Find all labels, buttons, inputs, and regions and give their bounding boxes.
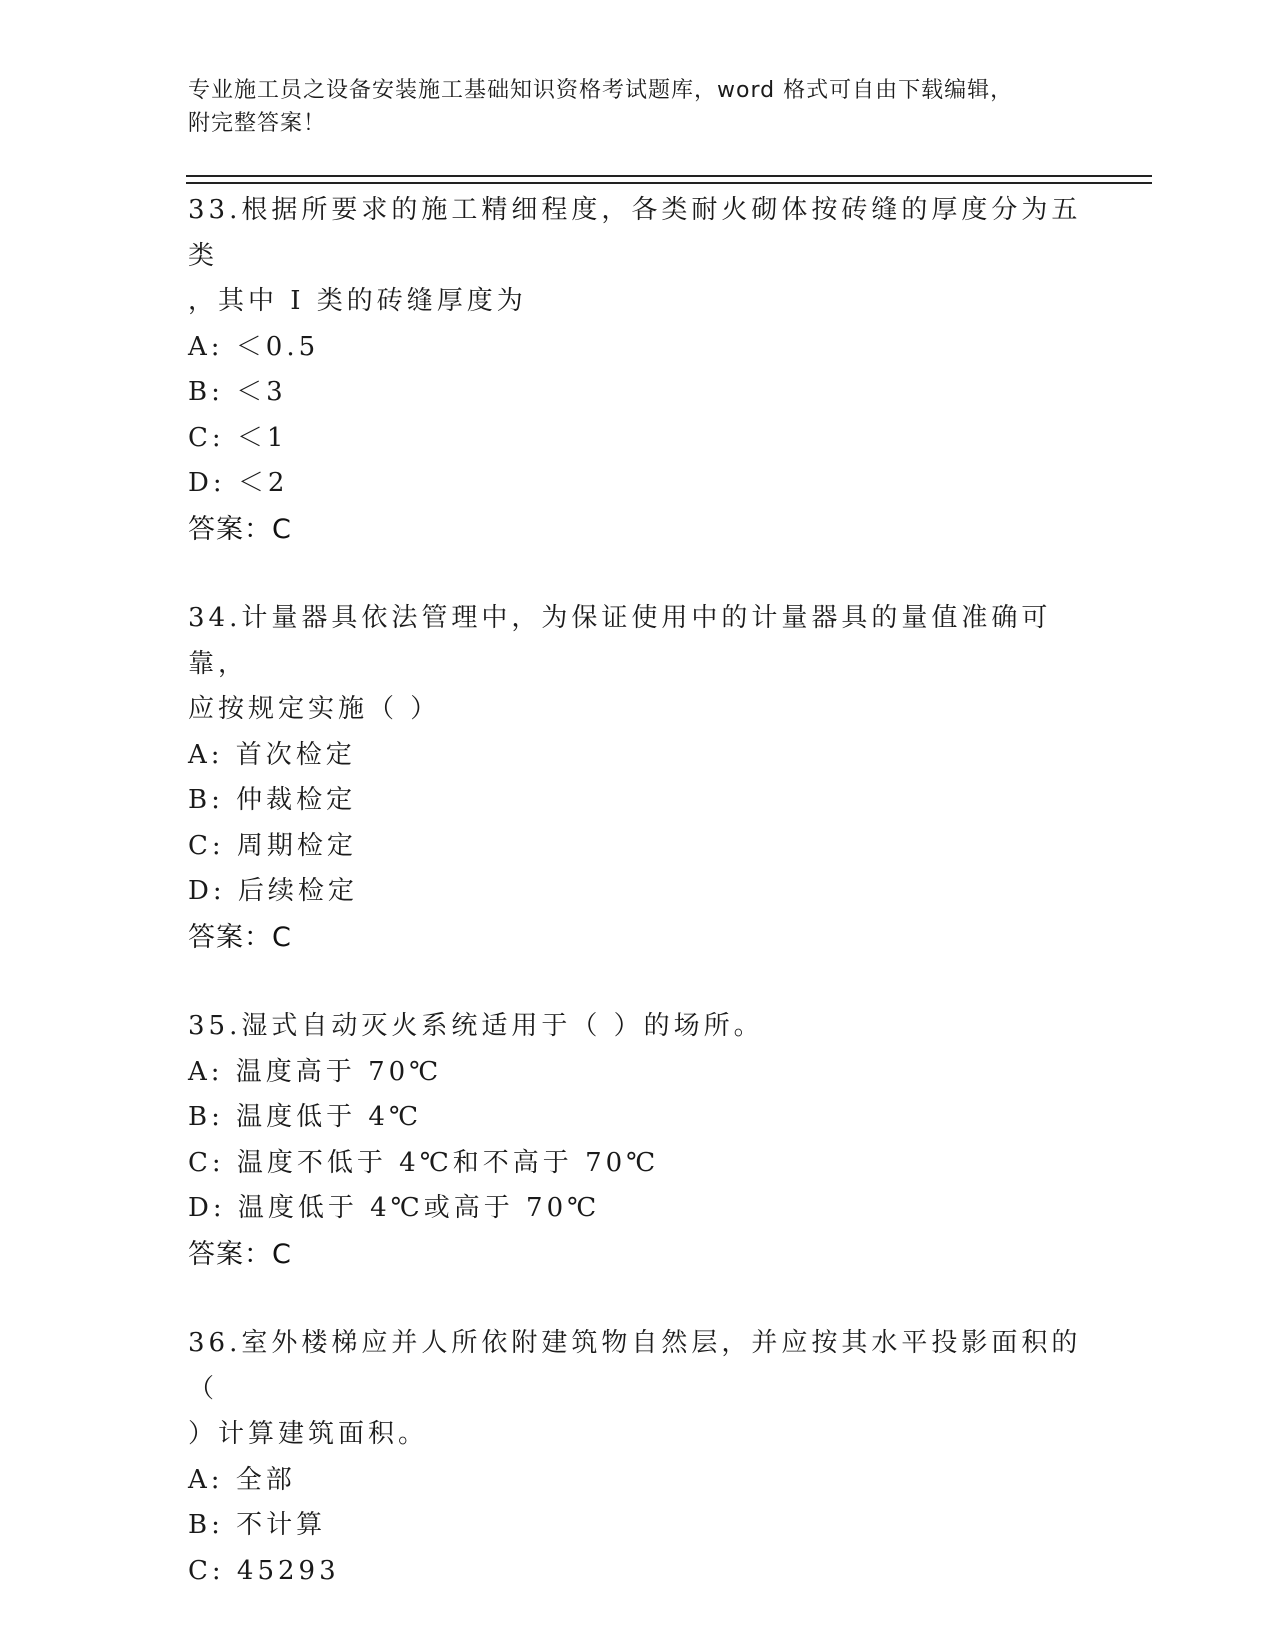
option-a: A: 温度高于 70℃ (188, 1056, 443, 1087)
header-line-1: 专业施工员之设备安装施工基础知识资格考试题库，word 格式可自由下载编辑， (188, 78, 1014, 103)
answer-text: 答案：C (188, 513, 292, 545)
document-header (188, 74, 1068, 140)
question-text-line: 36.室外楼梯应并人所依附建筑物自然层，并应按其水平投影面积的（ (188, 1328, 1082, 1404)
option-a: A: ＜0.5 (188, 331, 320, 362)
option-b: B: 不计算 (188, 1510, 327, 1540)
question-35 (188, 1004, 1088, 1277)
option-b: B: ＜3 (188, 377, 287, 407)
question-text-line: ）计算建筑面积。 (188, 1419, 429, 1449)
header-divider-bottom (186, 182, 1152, 184)
question-34 (188, 596, 1088, 960)
question-text-line: 35.湿式自动灭火系统适用于（ ）的场所。 (188, 1011, 764, 1041)
option-c: C: 温度不低于 4℃和不高于 70℃ (188, 1147, 660, 1178)
option-a: A: 全部 (188, 1464, 296, 1495)
option-c: C: 45293 (188, 1555, 340, 1586)
question-list (188, 188, 1088, 1638)
option-d: D: ＜2 (188, 468, 289, 498)
answer-text: 答案：C (188, 1238, 292, 1270)
question-33 (188, 188, 1088, 552)
question-text-line: 应按规定实施（ ） (188, 694, 441, 724)
option-c: C: 周期检定 (188, 830, 357, 861)
question-text-line: 34.计量器具依法管理中，为保证使用中的计量器具的量值准确可靠， (188, 603, 1052, 679)
option-d: D: 温度低于 4℃或高于 70℃ (188, 1193, 601, 1223)
option-c: C: ＜1 (188, 422, 288, 453)
option-b: B: 仲裁检定 (188, 785, 357, 815)
header-line-2: 附完整答案！ (188, 111, 327, 136)
option-d: D: 后续检定 (188, 876, 358, 906)
question-text-line: 33.根据所要求的施工精细程度，各类耐火砌体按砖缝的厚度分为五类 (188, 195, 1082, 271)
option-a: A: 首次检定 (188, 739, 356, 770)
answer-text: 答案：C (188, 921, 292, 953)
question-36 (188, 1321, 1088, 1594)
option-b: B: 温度低于 4℃ (188, 1102, 423, 1132)
header-divider-top (186, 175, 1152, 177)
question-text-line: ，其中 I 类的砖缝厚度为 (188, 286, 527, 316)
